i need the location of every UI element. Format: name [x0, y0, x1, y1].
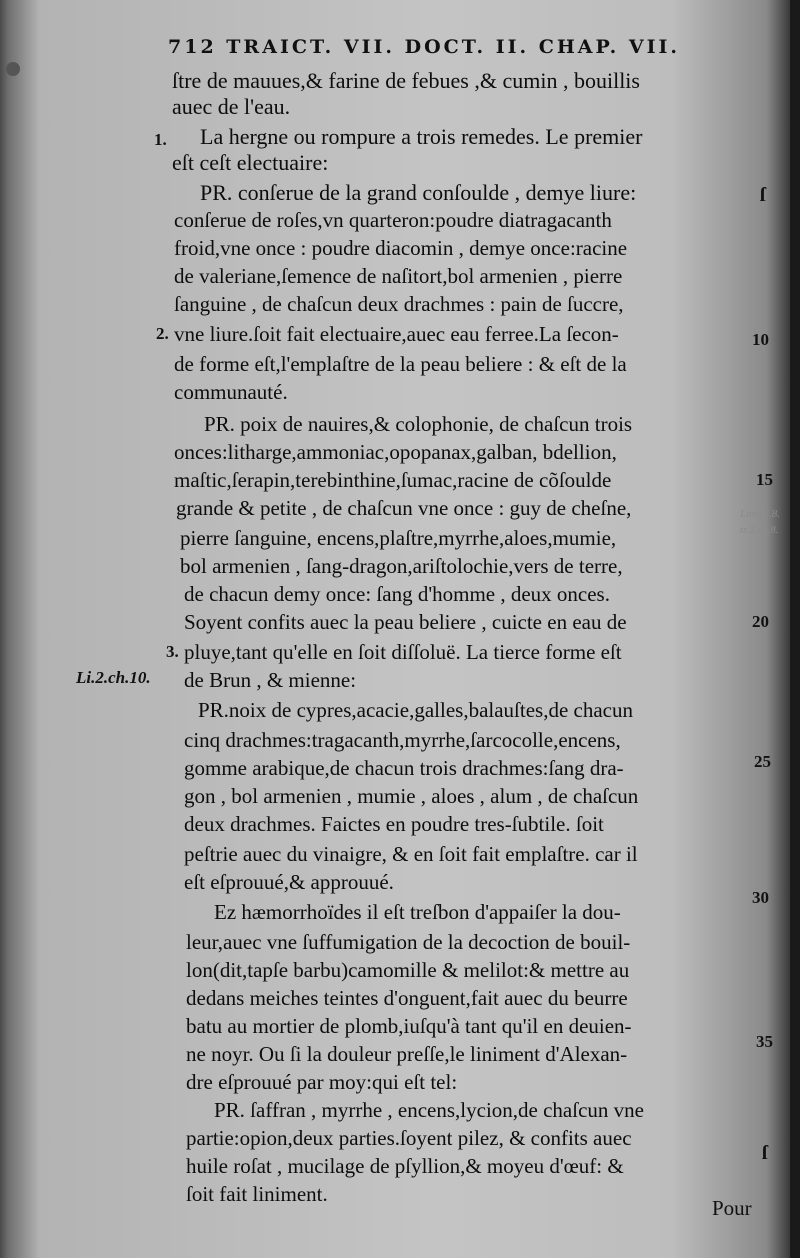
text-line: froid,vne once : poudre diacomin , demye once:racine — [174, 236, 628, 260]
left-margin-number: 2. — [156, 324, 169, 343]
text-line: gon , bol armenien , mumie , aloes , alum , de chaſcun — [184, 784, 639, 808]
binding-hole — [6, 62, 20, 76]
text-line: ſtre de mauues,& farine de febues ,& cumin , bouillis — [172, 68, 640, 93]
margin-reference-note: Li.2.ch.10. — [76, 668, 151, 687]
text-line: PR. ſaffran , myrrhe , encens,lycion,de chaſcun vne — [214, 1098, 644, 1122]
text-line: gomme arabique,de chacun trois drachmes:ſang dra- — [184, 756, 624, 780]
text-line: ne noyr. Ou ſi la douleur preſſe,le liniment d'Alexan- — [186, 1042, 628, 1066]
text-line: eſt eſprouué,& approuué. — [184, 870, 394, 894]
text-line: peſtrie auec du vinaigre, & en ſoit fait emplaſtre. car il — [184, 842, 638, 866]
text-line: dedans meiches teintes d'onguent,fait auec du beurre — [186, 986, 628, 1010]
text-line: deux drachmes. Faictes en poudre tres-ſubtile. ſoit — [184, 812, 604, 836]
right-line-number: 35 — [756, 1032, 773, 1051]
edge-mark: ſ — [760, 184, 766, 206]
right-line-number: 25 — [754, 752, 771, 771]
text-line: PR.noix de cypres,acacie,galles,balauſtes,de chacun — [198, 698, 633, 722]
show-through-note: Lanf.li.8. — [740, 508, 781, 520]
right-line-number: 30 — [752, 888, 769, 907]
right-line-number: 10 — [752, 330, 769, 349]
text-line: de valeriane,ſemence de naſitort,bol armenien , pierre — [174, 264, 623, 288]
text-line: lon(dit,tapſe barbu)camomille & melilot:& mettre au — [186, 958, 630, 982]
text-line: communauté. — [174, 380, 288, 404]
text-line: onces:litharge,ammoniac,opopanax,galban, bdellion, — [174, 440, 617, 464]
text-line: PR. conſerue de la grand conſoulde , demye liure: — [200, 180, 637, 205]
running-header: 712 TRAICT. VII. DOCT. II. CHAP. VII. — [168, 36, 681, 58]
right-line-number: 15 — [756, 470, 773, 489]
text-line: grande & petite , de chaſcun vne once : guy de cheſne, — [176, 496, 632, 520]
text-line: pierre ſanguine, encens,plaſtre,myrrhe,aloes,mumie, — [180, 526, 617, 550]
text-line: pluye,tant qu'elle en ſoit diſſoluë. La tierce forme eſt — [184, 640, 622, 664]
right-line-number: 20 — [752, 612, 769, 631]
text-line: Ez hæmorrhoïdes il eſt treſbon d'appaiſer la dou- — [214, 900, 621, 924]
text-line: de forme eſt,l'emplaſtre de la peau beliere : & eſt de la — [174, 352, 627, 376]
text-line: leur,auec vne ſuffumigation de la decoction de bouil- — [186, 930, 631, 954]
text-line: bol armenien , ſang-dragon,ariſtolochie,vers de terre, — [180, 554, 623, 578]
text-line: eſt ceſt electuaire: — [172, 150, 329, 175]
text-line: dre eſprouué par moy:qui eſt tel: — [186, 1070, 458, 1094]
text-line: auec de l'eau. — [172, 94, 291, 119]
edge-mark: ſ — [762, 1142, 768, 1164]
text-line: PR. poix de nauires,& colophonie, de chaſcun trois — [204, 412, 633, 436]
text-line: La hergne ou rompure a trois remedes. Le premier — [200, 124, 643, 149]
text-line: conſerue de roſes,vn quarteron:poudre diatragacanth — [174, 208, 612, 232]
catchword: Pour — [712, 1196, 752, 1220]
text-line: maſtic,ſerapin,terebinthine,ſumac,racine de cõſoulde — [174, 468, 612, 492]
text-line: vne liure.ſoit fait electuaire,auec eau ferree.La ſecon- — [174, 322, 619, 346]
text-line: Soyent confits auec la peau beliere , cuicte en eau de — [184, 610, 627, 634]
text-line: batu au mortier de plomb,iuſqu'à tant qu'il en deuien- — [186, 1014, 632, 1038]
left-margin-number: 1. — [154, 130, 167, 149]
show-through-note: tr.2.ch.8. — [740, 524, 779, 536]
text-line: ſanguine , de chaſcun deux drachmes : pain de ſuccre, — [174, 292, 624, 316]
text-line: de chacun demy once: ſang d'homme , deux onces. — [184, 582, 610, 606]
text-line: de Brun , & mienne: — [184, 668, 357, 692]
text-line: cinq drachmes:tragacanth,myrrhe,ſarcocolle,encens, — [184, 728, 621, 752]
text-line: partie:opion,deux parties.ſoyent pilez, & confits auec — [186, 1126, 632, 1150]
text-line: ſoit fait liniment. — [186, 1182, 328, 1206]
left-margin-number: 3. — [166, 642, 179, 661]
text-line: huile roſat , mucilage de pſyllion,& moyeu d'œuf: & — [186, 1154, 624, 1178]
